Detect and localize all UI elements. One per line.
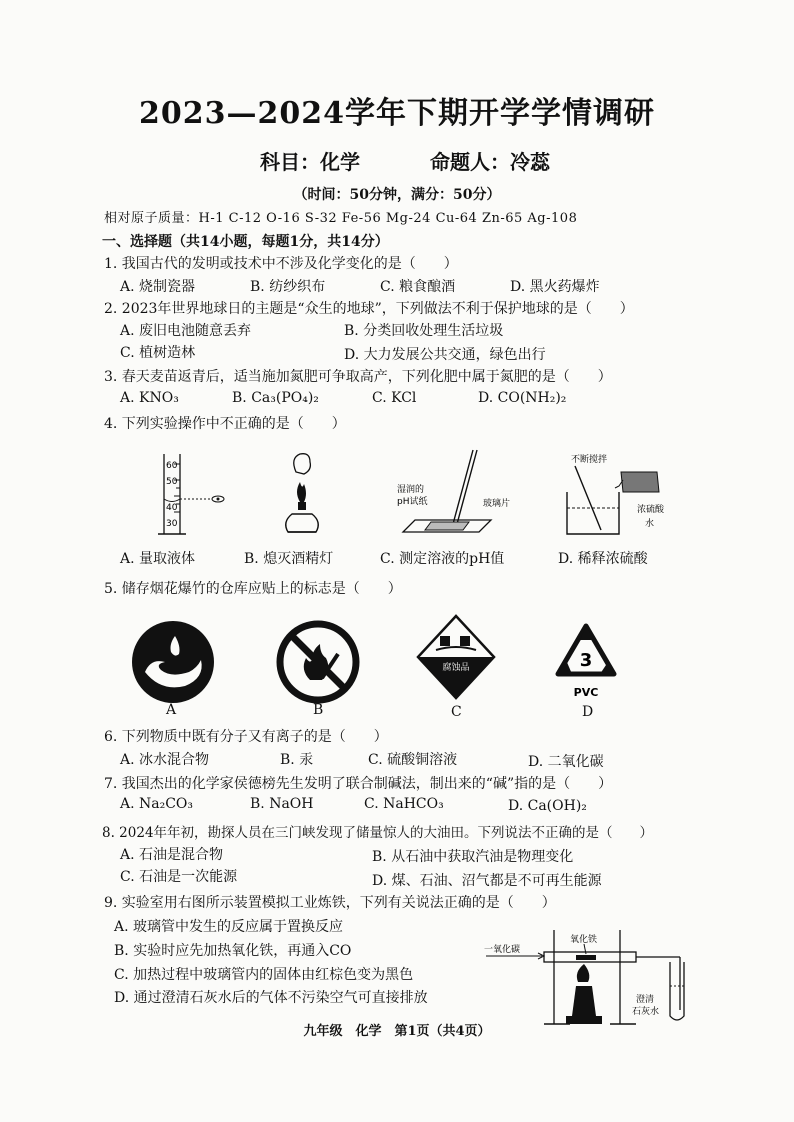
q5-option-d: D bbox=[582, 704, 594, 720]
q7-option-b: B. NaOH bbox=[250, 796, 314, 812]
q6-option-b: B. 汞 bbox=[280, 752, 314, 768]
q8-option-d: D. 煤、石油、沼气都是不可再生能源 bbox=[372, 873, 602, 889]
q8-option-b: B. 从石油中获取汽油是物理变化 bbox=[372, 849, 574, 865]
water-label: 水 bbox=[645, 519, 655, 529]
q6-stem: 6. 下列物质中既有分子又有离子的是（ ） bbox=[104, 729, 388, 745]
iron-smelting-apparatus-figure bbox=[484, 920, 710, 1030]
q5-option-b: B bbox=[313, 702, 324, 718]
q8-option-a: A. 石油是混合物 bbox=[120, 847, 224, 863]
q9-option-c: C. 加热过程中玻璃管内的固体由红棕色变为黑色 bbox=[114, 967, 414, 983]
corrosive-text: 腐蚀品 bbox=[442, 663, 470, 673]
co-label: 一氧化碳 bbox=[484, 945, 521, 955]
dilute-acid-figure bbox=[565, 452, 685, 538]
section-title: 一、选择题（共14小题，每题1分，共14分） bbox=[102, 234, 389, 250]
q2-option-a: A. 废旧电池随意丢弃 bbox=[120, 323, 252, 339]
alcohol-lamp-figure bbox=[278, 452, 328, 538]
q2-option-b: B. 分类回收处理生活垃圾 bbox=[344, 323, 504, 339]
ph-test-figure bbox=[395, 448, 515, 540]
q3-option-c: C. KCl bbox=[372, 390, 417, 406]
cylinder-tick-60: 60 bbox=[166, 461, 178, 471]
q2-option-c: C. 植树造林 bbox=[120, 345, 196, 361]
q4-option-d: D. 稀释浓硫酸 bbox=[558, 551, 648, 567]
q4-option-c: C. 测定溶液的pH值 bbox=[380, 551, 505, 567]
q7-option-c: C. NaHCO₃ bbox=[364, 796, 444, 812]
limewater-label-2: 石灰水 bbox=[632, 1007, 660, 1017]
atomic-masses: 相对原子质量：H-1 C-12 O-16 S-32 Fe-56 Mg-24 Cu-64 Zn-65 Ag-108 bbox=[104, 211, 578, 226]
recycle-number: 3 bbox=[579, 650, 593, 671]
q7-option-d: D. Ca(OH)₂ bbox=[508, 798, 587, 814]
q9-option-b: B. 实验时应先加热氧化铁，再通入CO bbox=[114, 943, 352, 959]
subject-label: 科目：化学 bbox=[260, 150, 360, 174]
acid-label: 浓硫酸 bbox=[637, 505, 665, 515]
sign-a-icon bbox=[131, 620, 215, 704]
recycle-text: PVC bbox=[573, 686, 599, 699]
sign-b-no-fire-icon bbox=[276, 620, 360, 704]
q3-option-d: D. CO(NH₂)₂ bbox=[478, 390, 567, 406]
cylinder-tick-40: 40 bbox=[166, 503, 178, 513]
fe2o3-label: 氧化铁 bbox=[570, 935, 598, 945]
q6-option-c: C. 硫酸铜溶液 bbox=[368, 752, 458, 768]
limewater-label-1: 澄清 bbox=[636, 995, 655, 1005]
sign-c-corrosive-icon bbox=[416, 614, 496, 700]
q8-option-c: C. 石油是一次能源 bbox=[120, 869, 238, 885]
q9-option-a: A. 玻璃管中发生的反应属于置换反应 bbox=[114, 919, 344, 935]
ph-paper-label-2: pH试纸 bbox=[397, 497, 428, 507]
q7-option-a: A. Na₂CO₃ bbox=[120, 796, 194, 812]
q4-option-a: A. 量取液体 bbox=[120, 551, 196, 567]
exam-title: 2023—2024学年下期开学学情调研 bbox=[139, 96, 655, 131]
q5-stem: 5. 储存烟花爆竹的仓库应贴上的标志是（ ） bbox=[104, 581, 402, 597]
q4-stem: 4. 下列实验操作中不正确的是（ ） bbox=[104, 416, 346, 432]
q5-option-c: C bbox=[451, 704, 462, 720]
q2-stem: 2. 2023年世界地球日的主题是“众生的地球”，下列做法不利于保护地球的是（ ） bbox=[104, 301, 634, 317]
q1-option-b: B. 纺纱织布 bbox=[250, 279, 326, 295]
q6-option-d: D. 二氧化碳 bbox=[528, 754, 604, 770]
q6-option-a: A. 冰水混合物 bbox=[120, 752, 210, 768]
author-label: 命题人：冷蕊 bbox=[430, 150, 550, 174]
q8-stem: 8. 2024年年初，勘探人员在三门峡发现了储量惊人的大油田。下列说法不正确的是（ ） bbox=[102, 825, 654, 841]
stir-label: 不断搅拌 bbox=[571, 455, 608, 465]
q1-option-d: D. 黑火药爆炸 bbox=[510, 279, 600, 295]
ph-paper-label-1: 湿润的 bbox=[397, 485, 425, 495]
sign-d-recycle-icon bbox=[548, 620, 624, 704]
graduated-cylinder-figure bbox=[150, 452, 230, 538]
q7-stem: 7. 我国杰出的化学家侯德榜先生发明了联合制碱法，制出来的“碱”指的是（ ） bbox=[104, 776, 613, 792]
q4-option-b: B. 熄灭酒精灯 bbox=[244, 551, 334, 567]
q2-option-d: D. 大力发展公共交通，绿色出行 bbox=[344, 347, 546, 363]
q1-option-a: A. 烧制瓷器 bbox=[120, 279, 196, 295]
q3-stem: 3. 春天麦苗返青后，适当施加氮肥可争取高产，下列化肥中属于氮肥的是（ ） bbox=[104, 369, 612, 385]
page-footer: 九年级 化学 第1页（共4页） bbox=[303, 1024, 491, 1039]
cylinder-tick-50: 50 bbox=[166, 477, 178, 487]
q9-option-d: D. 通过澄清石灰水后的气体不污染空气可直接排放 bbox=[114, 990, 428, 1006]
glass-label: 玻璃片 bbox=[483, 499, 511, 509]
cylinder-tick-30: 30 bbox=[166, 519, 178, 529]
q1-option-c: C. 粮食酿酒 bbox=[380, 279, 456, 295]
q5-option-a: A bbox=[166, 702, 177, 718]
q9-stem: 9. 实验室用右图所示装置模拟工业炼铁，下列有关说法正确的是（ ） bbox=[104, 895, 556, 911]
q1-stem: 1. 我国古代的发明或技术中不涉及化学变化的是（ ） bbox=[104, 256, 458, 272]
q3-option-a: A. KNO₃ bbox=[120, 390, 179, 406]
time-info: （时间：50分钟，满分：50分） bbox=[293, 187, 501, 203]
q3-option-b: B. Ca₃(PO₄)₂ bbox=[232, 390, 319, 406]
